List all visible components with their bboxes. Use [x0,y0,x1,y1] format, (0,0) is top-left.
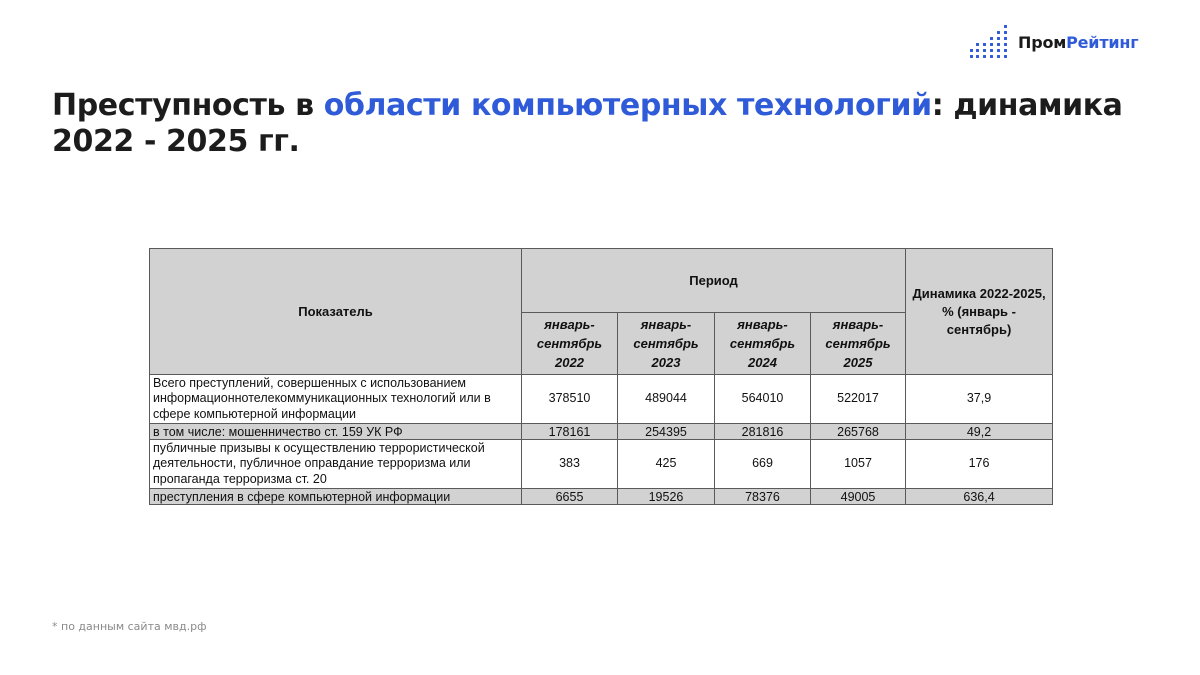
cell-dynamics: 49,2 [906,424,1053,440]
bar-dots-logo-icon [970,24,1008,60]
cell-value: 383 [522,440,618,489]
cell-dynamics: 37,9 [906,375,1053,424]
title-highlight: области компьютерных технологий [323,88,932,123]
row-label: Всего преступлений, совершенных с использованием информационнотелекоммуникационных технологий или в сфере компьютерной информации [150,375,522,424]
header-period-2022: январь-сентябрь 2022 [522,313,618,375]
title-part1: Преступность в [52,88,324,123]
cell-value: 178161 [522,424,618,440]
cell-dynamics: 176 [906,440,1053,489]
brand-logo [970,24,1138,60]
crime-statistics-table [149,248,1053,505]
cell-value: 564010 [715,375,811,424]
cell-value: 49005 [811,489,906,505]
table-row [150,375,1053,424]
cell-value: 281816 [715,424,811,440]
cell-value: 78376 [715,489,811,505]
cell-value: 19526 [618,489,715,505]
table-row [150,489,1053,505]
row-label: преступления в сфере компьютерной информации [150,489,522,505]
cell-value: 489044 [618,375,715,424]
header-period: Период [522,249,906,313]
brand-name-part1: Пром [1018,32,1067,52]
header-period-2024: январь-сентябрь 2024 [715,313,811,375]
brand-name-part2: Рейтинг [1066,32,1139,52]
cell-value: 425 [618,440,715,489]
cell-value: 378510 [522,375,618,424]
header-period-2023: январь-сентябрь 2023 [618,313,715,375]
row-label: публичные призывы к осуществлению террористической деятельности, публичное оправдание терроризма или пропаганда терроризма ст. 20 [150,440,522,489]
title-part2: : динамика 2022 - 2025 гг. [52,88,1123,159]
header-indicator: Показатель [150,249,522,375]
cell-value: 254395 [618,424,715,440]
header-period-2025: январь-сентябрь 2025 [811,313,906,375]
cell-value: 669 [715,440,811,489]
table-row [150,440,1053,489]
cell-value: 6655 [522,489,618,505]
cell-value: 522017 [811,375,906,424]
cell-dynamics: 636,4 [906,489,1053,505]
cell-value: 1057 [811,440,906,489]
row-label: в том числе: мошенничество ст. 159 УК РФ [150,424,522,440]
cell-value: 265768 [811,424,906,440]
brand-name [1018,33,1138,52]
source-footnote: * по данным сайта мвд.рф [52,620,207,633]
table-row [150,424,1053,440]
header-dynamics: Динамика 2022-2025, % (январь - сентябрь) [906,249,1053,375]
page-title [52,88,1162,160]
